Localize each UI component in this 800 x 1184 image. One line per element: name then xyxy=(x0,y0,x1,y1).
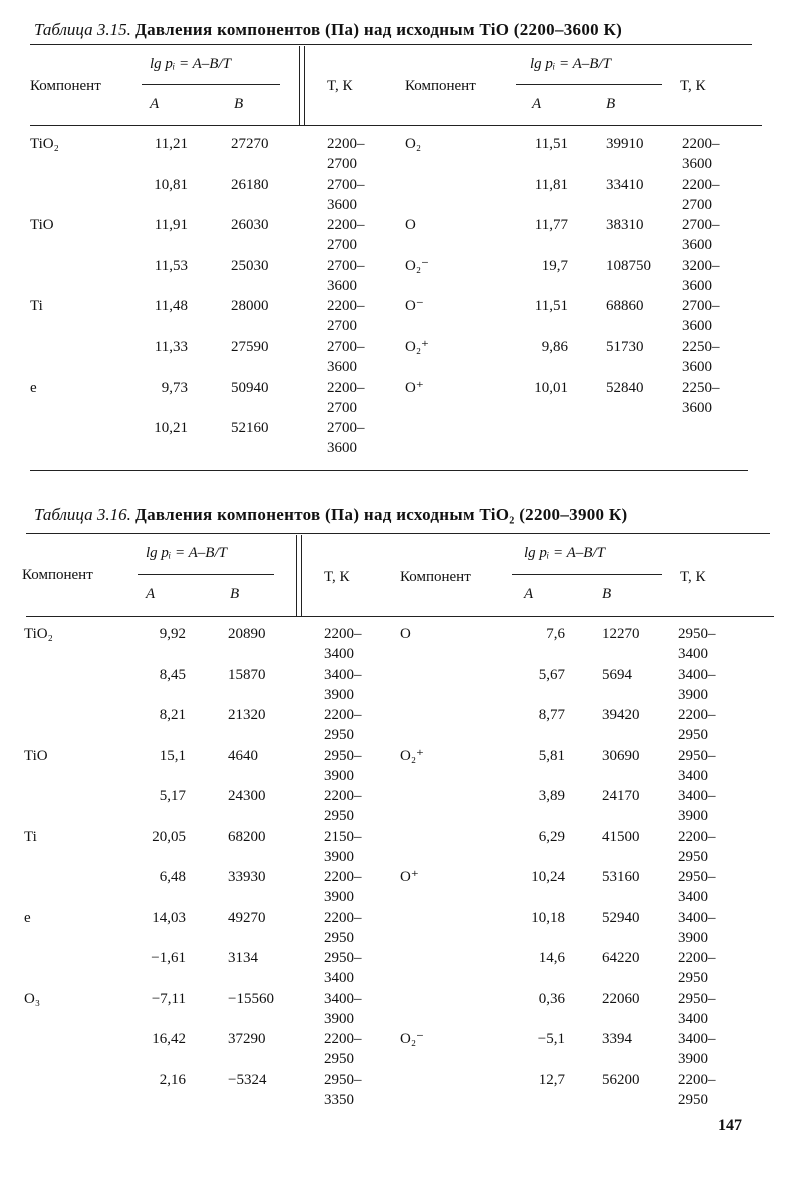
table1-divider-1 xyxy=(299,46,300,126)
table2-divider-1 xyxy=(296,535,297,617)
table1-left-value-b: 27270 xyxy=(231,136,269,152)
table2-left-temp-range: 2200– 2950 xyxy=(324,910,362,946)
table2-left-component: e xyxy=(24,910,31,926)
table2-left-component: Ti xyxy=(24,829,37,845)
table2-right-value-b: 39420 xyxy=(602,707,640,723)
table2-left-value-b: 3134 xyxy=(228,950,258,966)
table2-right-value-b: 5694 xyxy=(602,667,632,683)
table1-left-temp-range: 2200– 2700 xyxy=(327,136,365,172)
table2-left-component: TiO₂ xyxy=(24,626,53,642)
table2-left-temp-range: 3400– 3900 xyxy=(324,991,362,1027)
table1-divider-2 xyxy=(304,46,305,126)
table2-left-value-a: 16,42 xyxy=(152,1031,186,1047)
table2-left-value-b: 4640 xyxy=(228,748,258,764)
table2-left-value-b: 24300 xyxy=(228,788,266,804)
table1-right-component: O xyxy=(405,217,416,233)
table1-right-value-a: 9,86 xyxy=(541,339,568,355)
table1-header-component-left: Компонент xyxy=(30,78,101,94)
table2-right-temp-range: 2200– 2950 xyxy=(678,1072,716,1108)
table1-right-temp-range: 2200– 3600 xyxy=(682,136,720,172)
table2-right-value-b: 24170 xyxy=(602,788,640,804)
table1-right-value-b: 68860 xyxy=(606,298,644,314)
table1-right-value-b: 38310 xyxy=(606,217,644,233)
table2-left-temp-range: 2200– 2950 xyxy=(324,1031,362,1067)
table2-left-component: TiO xyxy=(24,748,48,764)
table1-right-value-a: 11,81 xyxy=(534,177,568,193)
table2-right-value-a: 10,24 xyxy=(531,869,565,885)
table2-left-value-a: 8,45 xyxy=(159,667,186,683)
table1-right-value-b: 52840 xyxy=(606,380,644,396)
table2-header-b-left: B xyxy=(230,586,240,602)
table2-left-value-b: 49270 xyxy=(228,910,266,926)
table2-left-temp-range: 2950– 3400 xyxy=(324,950,362,986)
table1-right-value-a: 11,77 xyxy=(534,217,568,233)
table2-header-component-left: Компонент xyxy=(22,567,93,583)
table2-header-rule xyxy=(26,616,774,617)
table2-header-temp-left: T, К xyxy=(324,569,350,585)
table2-right-value-a: 10,18 xyxy=(531,910,565,926)
table2-left-temp-range: 2200– 2950 xyxy=(324,707,362,743)
table2-left-value-a: 15,1 xyxy=(159,748,186,764)
table2-label: Таблица 3.16. xyxy=(34,505,131,524)
table2-right-component: O₂⁻ xyxy=(400,1031,424,1047)
table1-left-component: TiO₂ xyxy=(30,136,59,152)
table1-left-value-b: 26180 xyxy=(231,177,269,193)
table2-left-value-a: 5,17 xyxy=(159,788,186,804)
table1-right-value-a: 11,51 xyxy=(534,298,568,314)
table2-left-temp-range: 2950– 3900 xyxy=(324,748,362,784)
table2-left-value-a: 20,05 xyxy=(152,829,186,845)
table2-right-value-b: 53160 xyxy=(602,869,640,885)
table2-left-value-a: −7,11 xyxy=(151,991,186,1007)
table2-left-temp-range: 2150– 3900 xyxy=(324,829,362,865)
table2-left-temp-range: 2200– 3900 xyxy=(324,869,362,905)
table2-header-b-right: B xyxy=(602,586,612,602)
table1-left-value-a: 9,73 xyxy=(161,380,188,396)
table2-left-value-b: 33930 xyxy=(228,869,266,885)
table1-right-temp-range: 2700– 3600 xyxy=(682,217,720,253)
table1-formula-rule-left xyxy=(142,84,280,85)
table1-right-temp-range: 2700– 3600 xyxy=(682,298,720,334)
table2-right-value-b: 12270 xyxy=(602,626,640,642)
table2-formula-rule-right xyxy=(512,574,662,575)
table1-left-component: Ti xyxy=(30,298,43,314)
table1-left-component: e xyxy=(30,380,37,396)
table2-right-value-a: 0,36 xyxy=(538,991,565,1007)
table2-right-temp-range: 2200– 2950 xyxy=(678,707,716,743)
table1-left-value-a: 11,91 xyxy=(154,217,188,233)
table1-right-value-b: 108750 xyxy=(606,258,651,274)
table1-left-temp-range: 2200– 2700 xyxy=(327,217,365,253)
table1-left-temp-range: 2200– 2700 xyxy=(327,380,365,416)
table2-right-value-b: 41500 xyxy=(602,829,640,845)
table2-left-temp-range: 3400– 3900 xyxy=(324,667,362,703)
table2-right-value-b: 30690 xyxy=(602,748,640,764)
table2-left-value-b: −15560 xyxy=(228,991,274,1007)
table2-left-value-b: 15870 xyxy=(228,667,266,683)
table2-right-temp-range: 3400– 3900 xyxy=(678,910,716,946)
table1-right-component: O⁻ xyxy=(405,298,424,314)
table1-left-temp-range: 2700– 3600 xyxy=(327,177,365,213)
table1-header-a-right: A xyxy=(532,96,542,112)
table1-right-value-a: 11,51 xyxy=(534,136,568,152)
table2-left-value-a: 6,48 xyxy=(159,869,186,885)
table1-right-component: O⁺ xyxy=(405,380,424,396)
table2-header-a-left: A xyxy=(146,586,156,602)
table2-left-value-a: 9,92 xyxy=(159,626,186,642)
table1-left-value-a: 10,21 xyxy=(154,420,188,436)
table1-left-temp-range: 2700– 3600 xyxy=(327,420,365,456)
table2-left-value-a: 14,03 xyxy=(152,910,186,926)
table1-left-value-b: 52160 xyxy=(231,420,269,436)
table2-header-formula-left: lg pᵢ = A–B/T xyxy=(146,545,227,561)
table1-formula-rule-right xyxy=(516,84,662,85)
table1-right-temp-range: 2250– 3600 xyxy=(682,380,720,416)
table1-label: Таблица 3.15. xyxy=(34,20,131,39)
table1-caption xyxy=(34,20,622,40)
table1-right-value-b: 39910 xyxy=(606,136,644,152)
table2-right-value-b: 64220 xyxy=(602,950,640,966)
table2-right-temp-range: 2950– 3400 xyxy=(678,748,716,784)
table2-top-rule xyxy=(26,533,770,534)
table2-left-component: O₃ xyxy=(24,991,41,1007)
table1-right-temp-range: 2200– 2700 xyxy=(682,177,720,213)
table1-left-value-b: 28000 xyxy=(231,298,269,314)
table2-left-value-b: 21320 xyxy=(228,707,266,723)
table1-right-value-b: 33410 xyxy=(606,177,644,193)
table2-right-temp-range: 3400– 3900 xyxy=(678,1031,716,1067)
table1-left-component: TiO xyxy=(30,217,54,233)
table1-left-value-b: 26030 xyxy=(231,217,269,233)
table1-header-b-left: B xyxy=(234,96,244,112)
table2-header-formula-right: lg pᵢ = A–B/T xyxy=(524,545,605,561)
table2-header-component-right: Компонент xyxy=(400,569,471,585)
table2-left-value-a: −1,61 xyxy=(151,950,186,966)
table1-right-component: O₂ xyxy=(405,136,422,152)
table2-right-temp-range: 2950– 3400 xyxy=(678,626,716,662)
table2-left-temp-range: 2200– 2950 xyxy=(324,788,362,824)
table1-left-value-a: 11,48 xyxy=(154,298,188,314)
table2-formula-rule-left xyxy=(138,574,274,575)
table1-bottom-rule xyxy=(30,470,748,471)
table1-right-temp-range: 3200– 3600 xyxy=(682,258,720,294)
table2-right-value-b: 52940 xyxy=(602,910,640,926)
table2-right-value-a: −5,1 xyxy=(537,1031,565,1047)
table1-right-value-a: 10,01 xyxy=(534,380,568,396)
table2-right-component: O₂⁺ xyxy=(400,748,424,764)
table1-top-rule xyxy=(30,44,752,45)
table1-left-value-a: 11,21 xyxy=(154,136,188,152)
table1-left-value-b: 50940 xyxy=(231,380,269,396)
table1-header-rule xyxy=(30,125,762,126)
table2-right-value-a: 5,67 xyxy=(538,667,565,683)
table2-right-value-a: 8,77 xyxy=(538,707,565,723)
table2-right-value-a: 3,89 xyxy=(538,788,565,804)
table1-right-temp-range: 2250– 3600 xyxy=(682,339,720,375)
table2-right-temp-range: 2200– 2950 xyxy=(678,829,716,865)
table1-right-value-a: 19,7 xyxy=(541,258,568,274)
table2-right-value-b: 56200 xyxy=(602,1072,640,1088)
table1-header-formula-left: lg pᵢ = A–B/T xyxy=(150,56,231,72)
table2-left-temp-range: 2950– 3350 xyxy=(324,1072,362,1108)
table1-header-temp-right: T, К xyxy=(680,78,706,94)
table1-right-component: O₂⁺ xyxy=(405,339,429,355)
table2-left-value-b: 20890 xyxy=(228,626,266,642)
table2-divider-2 xyxy=(301,535,302,617)
table2-title: Давления компонентов (Па) над исходным TiO₂ (2200–3900 К) xyxy=(135,505,628,524)
table2-left-value-b: 37290 xyxy=(228,1031,266,1047)
table2-left-value-b: 68200 xyxy=(228,829,266,845)
table2-right-value-a: 7,6 xyxy=(546,626,565,642)
table2-caption xyxy=(34,505,628,525)
page-number: 147 xyxy=(718,1117,742,1134)
table1-header-temp-left: T, К xyxy=(327,78,353,94)
table1-left-value-a: 10,81 xyxy=(154,177,188,193)
table1-header-component-right: Компонент xyxy=(405,78,476,94)
table1-right-component: O₂⁻ xyxy=(405,258,429,274)
table1-left-value-b: 27590 xyxy=(231,339,269,355)
table2-header-temp-right: T, К xyxy=(680,569,706,585)
table2-left-value-a: 2,16 xyxy=(159,1072,186,1088)
table2-right-value-b: 3394 xyxy=(602,1031,632,1047)
table1-title: Давления компонентов (Па) над исходным TiO (2200–3600 К) xyxy=(135,20,623,39)
table2-header-a-right: A xyxy=(524,586,534,602)
table1-left-value-a: 11,33 xyxy=(154,339,188,355)
table1-left-temp-range: 2200– 2700 xyxy=(327,298,365,334)
table2-right-temp-range: 2200– 2950 xyxy=(678,950,716,986)
table1-left-value-a: 11,53 xyxy=(154,258,188,274)
table1-left-temp-range: 2700– 3600 xyxy=(327,258,365,294)
table2-left-value-b: −5324 xyxy=(228,1072,267,1088)
table2-right-component: O xyxy=(400,626,411,642)
table2-right-temp-range: 3400– 3900 xyxy=(678,788,716,824)
table2-right-temp-range: 3400– 3900 xyxy=(678,667,716,703)
table2-right-value-a: 5,81 xyxy=(538,748,565,764)
table2-right-value-a: 6,29 xyxy=(538,829,565,845)
table1-header-b-right: B xyxy=(606,96,616,112)
table1-left-value-b: 25030 xyxy=(231,258,269,274)
table2-left-value-a: 8,21 xyxy=(159,707,186,723)
table2-right-value-b: 22060 xyxy=(602,991,640,1007)
table1-left-temp-range: 2700– 3600 xyxy=(327,339,365,375)
table2-right-value-a: 12,7 xyxy=(538,1072,565,1088)
table2-right-value-a: 14,6 xyxy=(538,950,565,966)
table2-right-temp-range: 2950– 3400 xyxy=(678,869,716,905)
table2-right-component: O⁺ xyxy=(400,869,419,885)
table2-right-temp-range: 2950– 3400 xyxy=(678,991,716,1027)
table2-left-temp-range: 2200– 3400 xyxy=(324,626,362,662)
table1-right-value-b: 51730 xyxy=(606,339,644,355)
table1-header-formula-right: lg pᵢ = A–B/T xyxy=(530,56,611,72)
table1-header-a-left: A xyxy=(150,96,160,112)
